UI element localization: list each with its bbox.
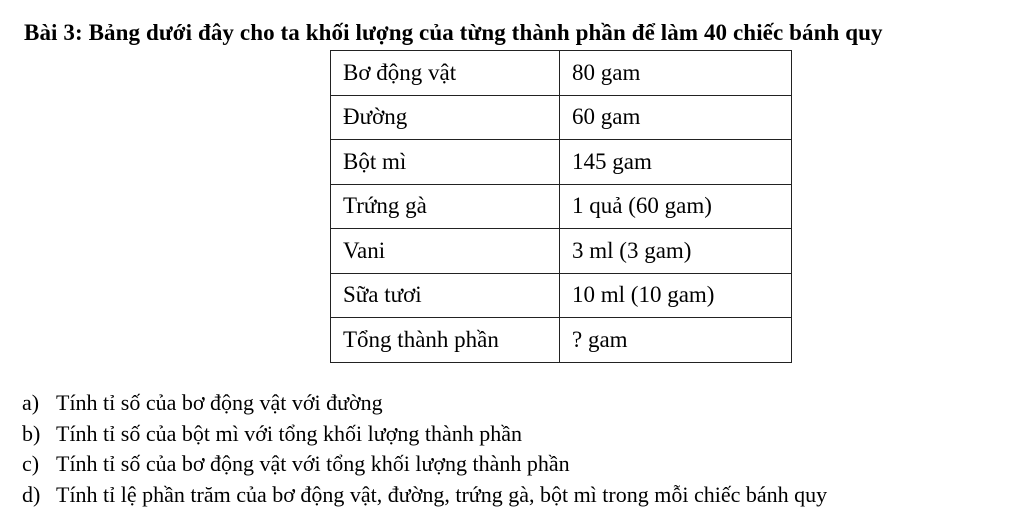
table-row bbox=[331, 273, 792, 318]
ingredient-amount: ? gam bbox=[560, 318, 792, 363]
question-marker: c) bbox=[22, 451, 40, 476]
question-marker: b) bbox=[22, 420, 41, 446]
ingredient-amount: 60 gam bbox=[560, 95, 792, 140]
ingredient-amount: 3 ml (3 gam) bbox=[560, 229, 792, 274]
ingredient-amount: 10 ml (10 gam) bbox=[560, 273, 792, 318]
ingredient-name: Bơ động vật bbox=[331, 51, 560, 96]
ingredient-name: Vani bbox=[331, 229, 560, 274]
question-marker: d) bbox=[22, 481, 41, 507]
table-row-total bbox=[331, 318, 792, 363]
table-row bbox=[331, 229, 792, 274]
ingredient-name: Tổng thành phần bbox=[331, 318, 560, 363]
question-item bbox=[22, 449, 827, 480]
question-text: Tính tỉ số của bột mì với tổng khối lượng thành phần bbox=[56, 420, 522, 446]
ingredient-name: Trứng gà bbox=[331, 184, 560, 229]
question-text: Tính tỉ số của bơ động vật với tổng khối lượng thành phần bbox=[56, 451, 570, 476]
question-text: Tính tỉ số của bơ động vật với đường bbox=[56, 390, 383, 415]
question-text: Tính tỉ lệ phần trăm của bơ động vật, đường, trứng gà, bột mì trong mỗi chiếc bánh quy bbox=[56, 481, 828, 507]
table-row bbox=[331, 51, 792, 96]
ingredient-name: Sữa tươi bbox=[331, 273, 560, 318]
table-row bbox=[331, 184, 792, 229]
ingredient-name: Đường bbox=[331, 95, 560, 140]
ingredient-amount: 1 quả (60 gam) bbox=[560, 184, 792, 229]
ingredient-amount: 80 gam bbox=[560, 51, 792, 96]
ingredients-table bbox=[330, 50, 792, 363]
question-item bbox=[22, 419, 827, 450]
ingredient-amount: 145 gam bbox=[560, 140, 792, 185]
question-item bbox=[22, 480, 827, 511]
question-item bbox=[22, 388, 827, 419]
question-list bbox=[22, 388, 827, 510]
ingredient-name: Bột mì bbox=[331, 140, 560, 185]
table-row bbox=[331, 95, 792, 140]
table-row bbox=[331, 140, 792, 185]
exercise-title: Bài 3: Bảng dưới đây cho ta khối lượng của từng thành phần để làm 40 chiếc bánh quy bbox=[24, 20, 883, 45]
question-marker: a) bbox=[22, 390, 40, 415]
